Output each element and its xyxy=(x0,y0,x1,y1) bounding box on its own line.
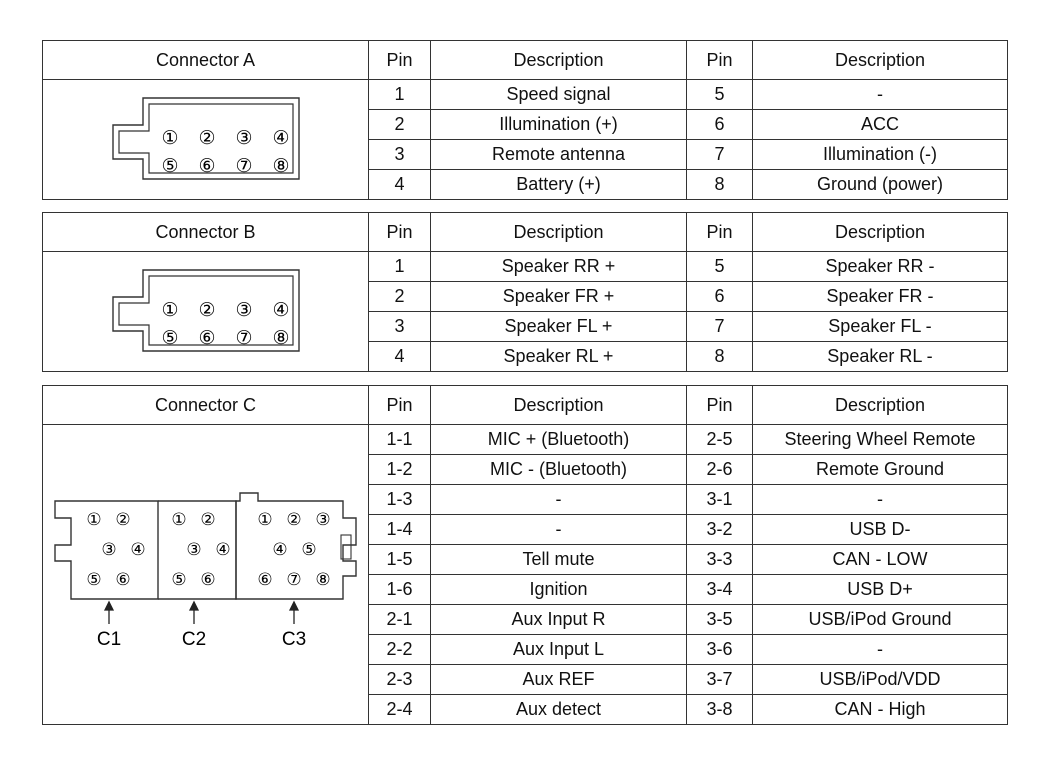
pin-marker: ① xyxy=(171,509,187,529)
pin-marker: ① xyxy=(161,299,179,321)
pin-description: Aux REF xyxy=(431,665,687,695)
pin-marker: ④ xyxy=(215,539,231,559)
pin-marker: ① xyxy=(86,509,102,529)
pin-description: USB/iPod Ground xyxy=(753,605,1008,635)
pin-number: 1 xyxy=(369,80,431,110)
pin-number: 2-1 xyxy=(369,605,431,635)
pin-description: Remote Ground xyxy=(753,455,1008,485)
pin-marker: ④ xyxy=(272,299,290,321)
pin-header: Pin xyxy=(687,213,753,252)
pin-number: 1-5 xyxy=(369,545,431,575)
pin-number: 2-3 xyxy=(369,665,431,695)
pin-marker: ⑤ xyxy=(161,327,179,349)
connector-a-table xyxy=(42,40,1008,200)
pin-number: 5 xyxy=(687,80,753,110)
pin-marker: ⑥ xyxy=(198,155,216,177)
pin-number: 2-2 xyxy=(369,635,431,665)
c2-label: C2 xyxy=(181,628,207,650)
pin-number: 3 xyxy=(369,312,431,342)
pin-number: 3-7 xyxy=(687,665,753,695)
pin-marker: ⑧ xyxy=(272,155,290,177)
pin-number: 4 xyxy=(369,342,431,372)
pin-number: 7 xyxy=(687,140,753,170)
connector-b-table xyxy=(42,212,1008,372)
pin-description: Speaker RL - xyxy=(753,342,1008,372)
pin-description: USB/iPod/VDD xyxy=(753,665,1008,695)
connector-title: Connector C xyxy=(43,386,369,425)
pin-marker: ② xyxy=(286,509,302,529)
pin-description: - xyxy=(753,485,1008,515)
pin-number: 3-8 xyxy=(687,695,753,725)
pin-number: 1-1 xyxy=(369,425,431,455)
pin-description: Ignition xyxy=(431,575,687,605)
header-row xyxy=(43,213,1008,252)
pin-header: Pin xyxy=(369,213,431,252)
pin-marker: ③ xyxy=(101,539,117,559)
pin-header: Pin xyxy=(687,41,753,80)
header-row xyxy=(43,386,1008,425)
pin-marker: ③ xyxy=(186,539,202,559)
pin-description: - xyxy=(431,515,687,545)
pin-description: ACC xyxy=(753,110,1008,140)
pin-marker: ⑤ xyxy=(301,539,317,559)
pin-marker: ⑦ xyxy=(286,569,302,589)
pin-number: 3-6 xyxy=(687,635,753,665)
pin-number: 3 xyxy=(369,140,431,170)
pin-number: 8 xyxy=(687,170,753,200)
connector-c-drawing xyxy=(43,428,369,722)
pin-description: Illumination (-) xyxy=(753,140,1008,170)
pin-description: CAN - High xyxy=(753,695,1008,725)
pin-description: Illumination (+) xyxy=(431,110,687,140)
pin-marker: ⑧ xyxy=(315,569,331,589)
pin-marker: ④ xyxy=(272,127,290,149)
pin-description: Aux Input R xyxy=(431,605,687,635)
connector-c-table xyxy=(42,385,1008,725)
pin-description: Steering Wheel Remote xyxy=(753,425,1008,455)
pin-marker: ⑥ xyxy=(200,569,216,589)
pin-description: Speed signal xyxy=(431,80,687,110)
description-header: Description xyxy=(431,41,687,80)
pin-description: Aux Input L xyxy=(431,635,687,665)
pin-number: 2 xyxy=(369,110,431,140)
table-row xyxy=(43,425,1008,455)
pin-number: 3-2 xyxy=(687,515,753,545)
connector-a-drawing xyxy=(43,81,369,199)
pin-description: MIC + (Bluetooth) xyxy=(431,425,687,455)
pin-description: - xyxy=(753,80,1008,110)
connector-title: Connector A xyxy=(43,41,369,80)
pin-description: MIC - (Bluetooth) xyxy=(431,455,687,485)
pin-marker: ⑦ xyxy=(235,327,253,349)
pin-description: Speaker FR + xyxy=(431,282,687,312)
pin-marker: ⑥ xyxy=(115,569,131,589)
pin-number: 3-3 xyxy=(687,545,753,575)
pin-marker: ⑤ xyxy=(161,155,179,177)
pin-number: 1-2 xyxy=(369,455,431,485)
pin-marker: ⑤ xyxy=(171,569,187,589)
pin-description: Speaker FL - xyxy=(753,312,1008,342)
description-header: Description xyxy=(753,386,1008,425)
pin-marker: ③ xyxy=(235,299,253,321)
pin-description: CAN - LOW xyxy=(753,545,1008,575)
table-row xyxy=(43,80,1008,110)
pin-number: 1-4 xyxy=(369,515,431,545)
pin-number: 4 xyxy=(369,170,431,200)
description-header: Description xyxy=(431,386,687,425)
pin-number: 2-4 xyxy=(369,695,431,725)
pin-description: Speaker FR - xyxy=(753,282,1008,312)
pin-header: Pin xyxy=(369,386,431,425)
description-header: Description xyxy=(431,213,687,252)
c3-label: C3 xyxy=(281,628,307,650)
pin-description: - xyxy=(753,635,1008,665)
pin-description: Aux detect xyxy=(431,695,687,725)
description-header: Description xyxy=(753,41,1008,80)
connector-b-drawing xyxy=(43,253,369,371)
pin-description: Speaker RR - xyxy=(753,252,1008,282)
connector-b-diagram xyxy=(43,252,369,372)
pin-description: - xyxy=(431,485,687,515)
pin-marker: ② xyxy=(198,299,216,321)
pin-description: USB D+ xyxy=(753,575,1008,605)
pin-number: 3-1 xyxy=(687,485,753,515)
c1-label: C1 xyxy=(96,628,122,650)
pin-description: Battery (+) xyxy=(431,170,687,200)
pin-marker: ① xyxy=(161,127,179,149)
pin-marker: ② xyxy=(198,127,216,149)
pin-number: 2-6 xyxy=(687,455,753,485)
pin-marker: ⑤ xyxy=(86,569,102,589)
description-header: Description xyxy=(753,213,1008,252)
pin-description: Speaker RL + xyxy=(431,342,687,372)
pin-marker: ② xyxy=(115,509,131,529)
pin-marker: ③ xyxy=(235,127,253,149)
table-row xyxy=(43,252,1008,282)
pin-marker: ④ xyxy=(130,539,146,559)
pin-description: Speaker FL + xyxy=(431,312,687,342)
pin-marker: ③ xyxy=(315,509,331,529)
pin-number: 1-3 xyxy=(369,485,431,515)
pin-marker: ⑥ xyxy=(198,327,216,349)
header-row xyxy=(43,41,1008,80)
pin-number: 3-5 xyxy=(687,605,753,635)
pin-description: USB D- xyxy=(753,515,1008,545)
pin-marker: ④ xyxy=(272,539,288,559)
pin-marker: ② xyxy=(200,509,216,529)
pin-number: 6 xyxy=(687,110,753,140)
pin-number: 8 xyxy=(687,342,753,372)
pin-description: Speaker RR + xyxy=(431,252,687,282)
pin-number: 6 xyxy=(687,282,753,312)
pin-marker: ⑥ xyxy=(257,569,273,589)
pin-description: Tell mute xyxy=(431,545,687,575)
connector-c-diagram xyxy=(43,425,369,725)
pin-description: Remote antenna xyxy=(431,140,687,170)
pin-number: 3-4 xyxy=(687,575,753,605)
pin-marker: ⑦ xyxy=(235,155,253,177)
pin-number: 2-5 xyxy=(687,425,753,455)
pin-number: 5 xyxy=(687,252,753,282)
pin-marker: ⑧ xyxy=(272,327,290,349)
connector-title: Connector B xyxy=(43,213,369,252)
pin-header: Pin xyxy=(687,386,753,425)
pin-number: 2 xyxy=(369,282,431,312)
pin-number: 7 xyxy=(687,312,753,342)
pin-header: Pin xyxy=(369,41,431,80)
pin-number: 1 xyxy=(369,252,431,282)
pin-number: 1-6 xyxy=(369,575,431,605)
connector-a-diagram xyxy=(43,80,369,200)
pin-description: Ground (power) xyxy=(753,170,1008,200)
pin-marker: ① xyxy=(257,509,273,529)
